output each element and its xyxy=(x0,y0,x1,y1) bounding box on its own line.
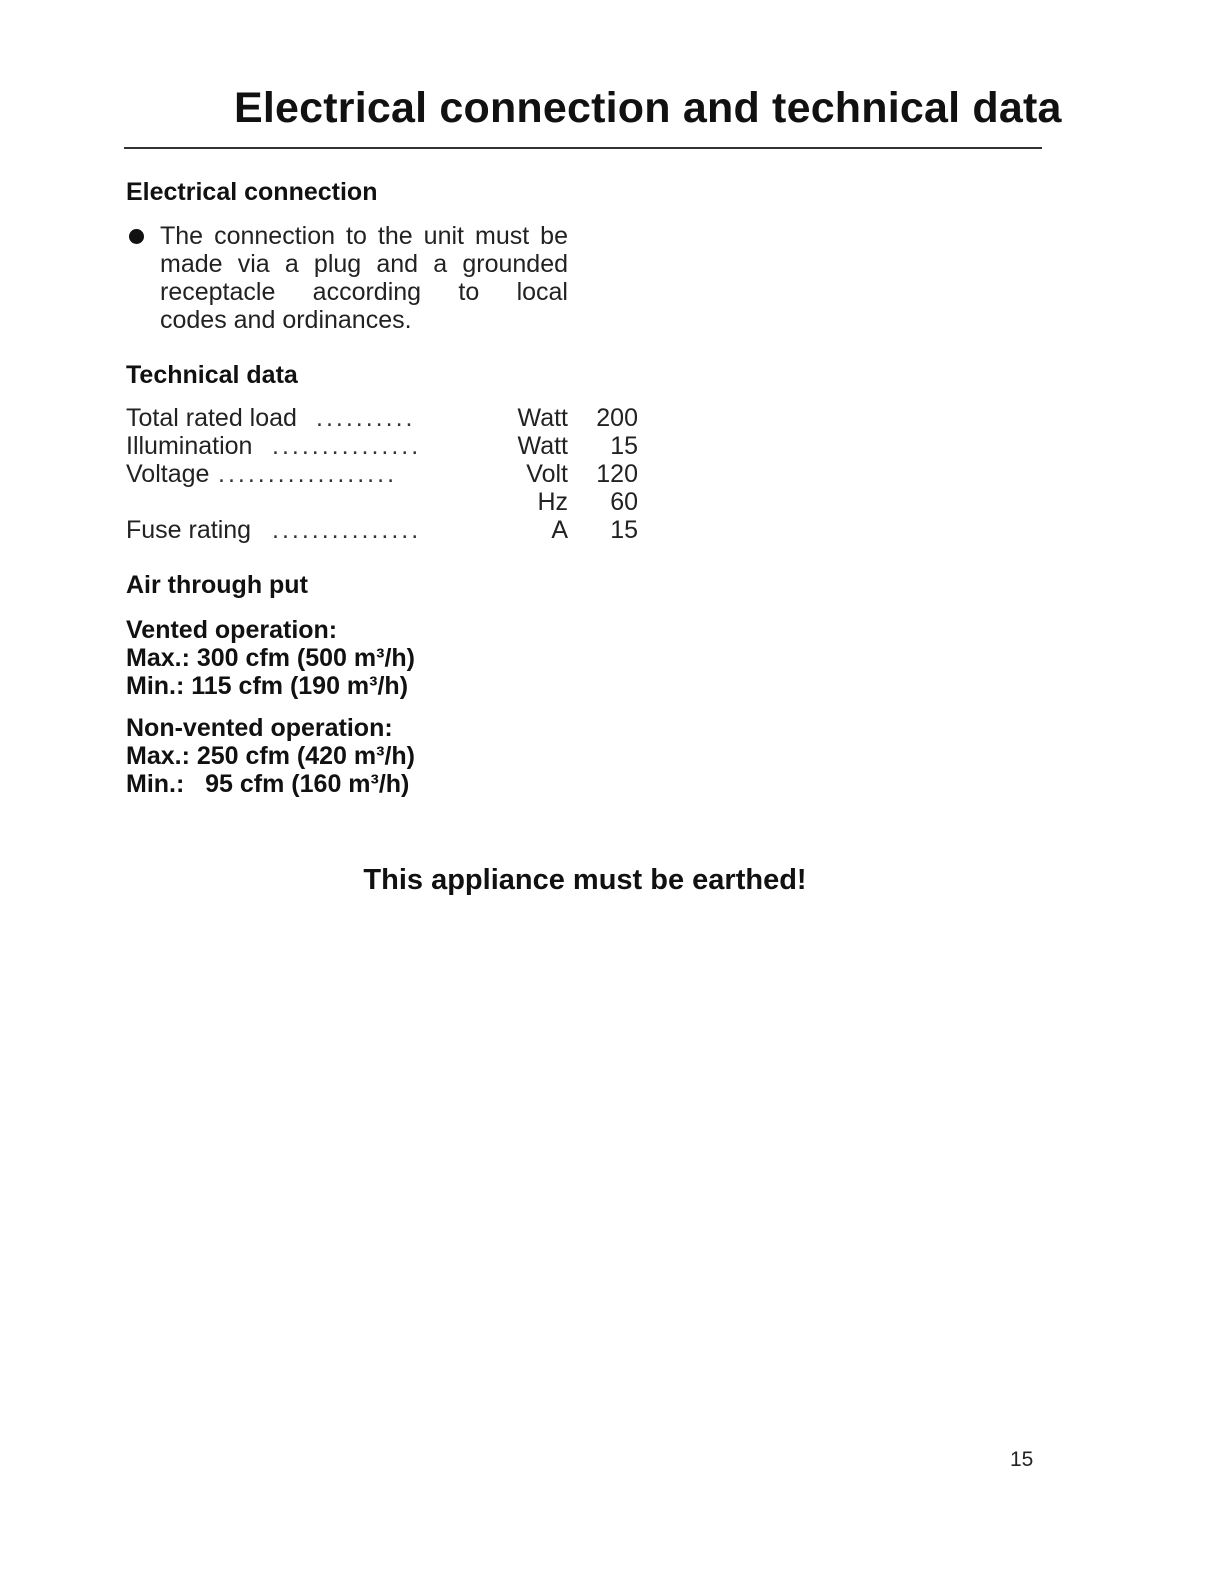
spec-row-frequency xyxy=(126,488,638,516)
non-vented-min: Min.: 95 cfm (160 m³/h) xyxy=(126,770,410,798)
spec-unit: A xyxy=(551,516,568,544)
page-title: Electrical connection and technical data xyxy=(234,84,1062,132)
spec-value: 60 xyxy=(610,488,638,516)
title-divider xyxy=(124,147,1042,149)
spec-value: 200 xyxy=(596,404,638,432)
electrical-connection-heading: Electrical connection xyxy=(126,178,378,206)
spec-unit: Hz xyxy=(537,488,568,516)
spec-label: Total rated load xyxy=(126,404,297,432)
non-vented-max: Max.: 250 cfm (420 m³/h) xyxy=(126,742,415,770)
bullet-icon xyxy=(129,229,144,244)
leader-dots: .................. xyxy=(218,460,398,488)
spec-label: Illumination xyxy=(126,432,253,460)
non-vented-operation-title: Non-vented operation: xyxy=(126,714,393,742)
spec-unit: Watt xyxy=(517,404,568,432)
vented-operation-title: Vented operation: xyxy=(126,616,338,644)
spec-row-total-rated-load xyxy=(126,404,638,432)
connection-text-line: made via a plug and a grounded xyxy=(160,250,568,278)
spec-unit: Watt xyxy=(517,432,568,460)
earthing-warning: This appliance must be earthed! xyxy=(363,864,807,896)
spec-row-voltage xyxy=(126,460,638,488)
vented-min: Min.: 115 cfm (190 m³/h) xyxy=(126,672,409,700)
spec-unit: Volt xyxy=(526,460,568,488)
connection-text-line: codes and ordinances. xyxy=(160,306,412,334)
spec-value: 15 xyxy=(610,516,638,544)
vented-max: Max.: 300 cfm (500 m³/h) xyxy=(126,644,415,672)
connection-text-line: The connection to the unit must be xyxy=(160,222,568,250)
page-number: 15 xyxy=(1010,1448,1034,1471)
connection-text-line: receptacle according to local xyxy=(160,278,568,306)
leader-dots: ............... xyxy=(272,432,422,460)
spec-value: 15 xyxy=(610,432,638,460)
spec-row-fuse-rating xyxy=(126,516,638,544)
technical-data-heading: Technical data xyxy=(126,361,298,389)
air-throughput-heading: Air through put xyxy=(126,571,308,599)
spec-row-illumination xyxy=(126,432,638,460)
leader-dots: .......... xyxy=(316,404,416,432)
spec-value: 120 xyxy=(596,460,638,488)
spec-label: Fuse rating xyxy=(126,516,252,544)
leader-dots: ............... xyxy=(272,516,422,544)
spec-label: Voltage xyxy=(126,460,210,488)
